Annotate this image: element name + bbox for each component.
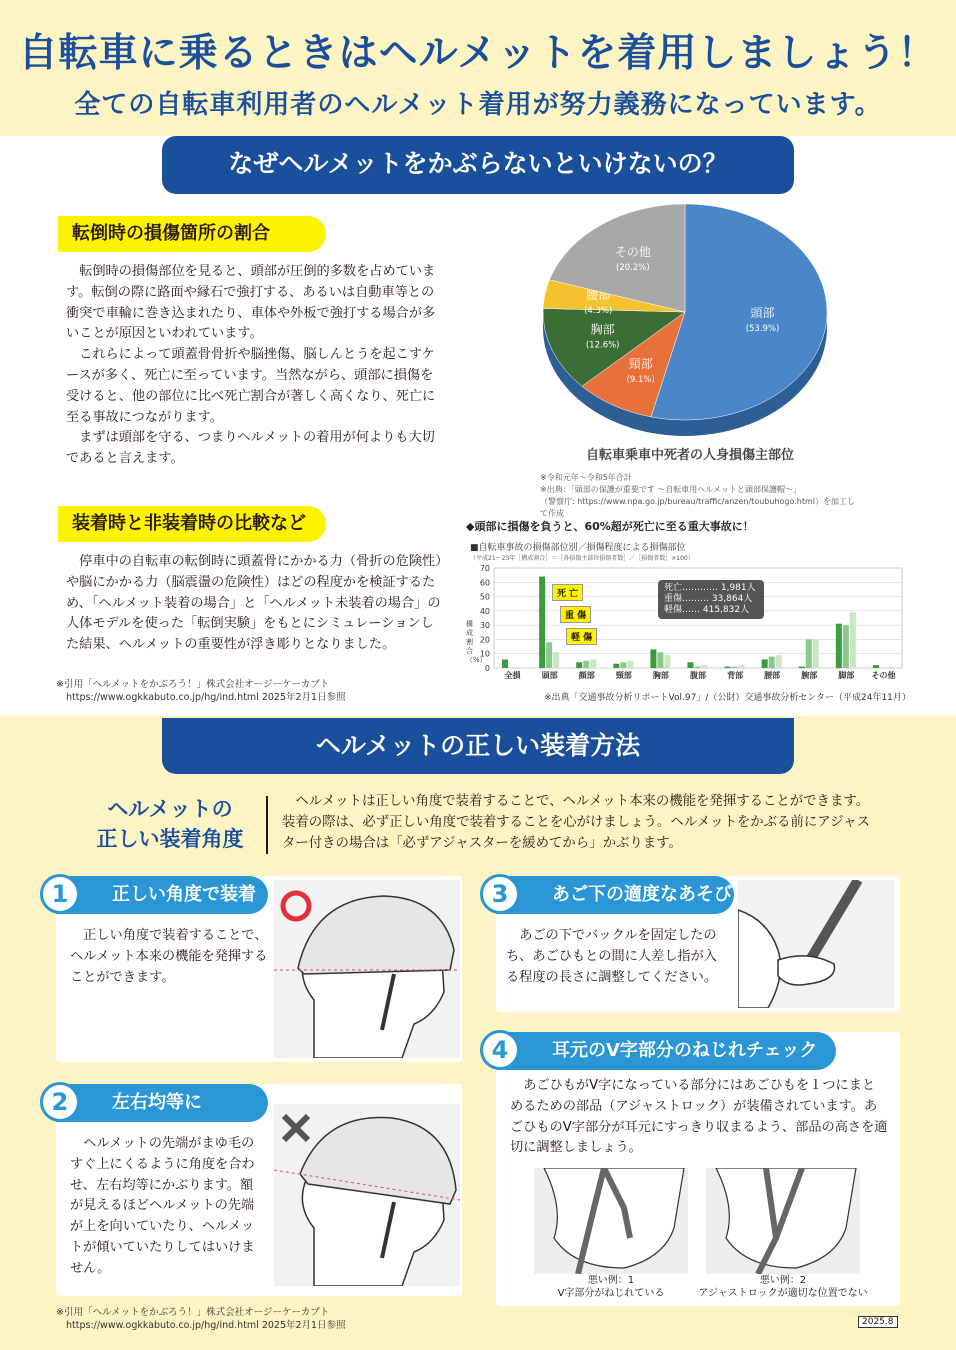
bad-example-2-illustration (706, 1168, 860, 1274)
card-4-header: 耳元のV字部分のねじれチェック (496, 1032, 836, 1070)
bar-category-label: 頭部 (541, 671, 558, 680)
why-banner: なぜヘルメットをかぶらないといけないの？ (162, 136, 794, 194)
bar-3-1 (620, 662, 626, 668)
helmet-correct-illustration (274, 880, 460, 1058)
pie-note-3: （警察庁: https://www.npa.go.jp/bureau/traffic/anzen/toubuhogo.html）を加工して作成 (540, 497, 855, 518)
legend-death: 死亡………… 1,981人 (664, 583, 756, 593)
bar-ytick-label: 70 (479, 564, 490, 573)
bar-category-label: 胸部 (652, 671, 669, 680)
pie-value-4: (20.2%) (616, 263, 650, 274)
bar-8-1 (806, 639, 812, 668)
bad-example-1-desc: V字部分がねじれている (557, 1288, 665, 1299)
compare-text: 停車中の自転車の転倒時に頭蓋骨にかかる力（骨折の危険性）や脳にかかる力（脳震盪の危険性）はどの程度かを検証するため、「ヘルメット装着の場合」と「ヘルメット未装着の場合」の人体モデルを使った「転倒実験」をもとにシミュレーションした結果、ヘルメットの重要性が浮き彫りとなりました。 (66, 554, 442, 653)
tag-serious: 重 傷 (560, 606, 591, 623)
bar-ytick-label: 10 (479, 649, 490, 659)
card-3-header: あご下の適度なあそび (496, 876, 734, 914)
chin-strap-illustration (738, 880, 894, 1008)
bad-example-1-label: 悪い例：1 (587, 1275, 635, 1286)
pie-label-3: 腰部 (586, 287, 611, 302)
angle-title-line-2: 正しい装着角度 (96, 827, 244, 851)
page-title: 自転車に乗るときはヘルメットを着用しましょう！ (18, 31, 938, 76)
bar-9-0 (836, 624, 842, 668)
bar-8-2 (813, 639, 819, 668)
bad-example-2-label: 悪い例：2 (759, 1275, 807, 1286)
bar-10-0 (873, 665, 879, 668)
citation-2 (56, 1306, 346, 1332)
bar-source: ※出典「交通事故分析リポートVol.97」/（公財）交通事故分析センター（平成24年11月） (544, 693, 911, 703)
citation-2-line-1: ※引用「ヘルメットをかぶろう！」株式会社オージーケーカブト (56, 1307, 330, 1318)
bar-4-0 (650, 649, 656, 668)
bar-10-2 (887, 667, 893, 668)
bar-2-1 (583, 661, 589, 668)
bar-4-1 (657, 652, 663, 668)
bar-ytick-label: 50 (479, 592, 490, 602)
bar-3-0 (613, 664, 619, 668)
card-1-header: 正しい角度で装着 (56, 876, 268, 914)
bar-6-2 (739, 665, 745, 668)
card-3-text: あごの下でバックルを固定したのち、あごひもとの間に人差し指が入る程度の長さに調整してください。 (506, 928, 717, 985)
card-1-text: 正しい角度で装着することで、ヘルメット本来の機能を発揮することができます。 (70, 928, 268, 985)
injury-label: 転倒時の損傷箇所の割合 (58, 216, 326, 252)
card-2-header: 左右均等に (56, 1084, 268, 1122)
card-3-number: 3 (480, 874, 520, 914)
bar-ytick-label: 20 (479, 635, 490, 645)
bar-category-label: 腹部 (690, 671, 706, 680)
compare-label: 装着時と非装着時の比較など (58, 506, 326, 542)
bar-category-label: 全損 (504, 671, 521, 680)
angle-title (80, 794, 260, 854)
bar-headline: ◆頭部に損傷を負うと、60%超が死亡に至る重大事故に！ (466, 520, 754, 533)
bar-5-2 (702, 665, 708, 668)
citation-2-line-2: https://www.ogkkabuto.co.jp/hg/ind.html 2025年2月1日参照 (66, 1320, 346, 1331)
pie-label-0: 頭部 (750, 306, 775, 321)
injury-pie-chart (530, 200, 840, 440)
bar-7-1 (769, 657, 775, 668)
legend-minor: 軽傷…… 415,832人 (664, 605, 750, 615)
bar-formula: （平成21～23年［構成割合］＝［各損傷主部位損傷者数］／［損傷者数］×100） (470, 555, 694, 562)
bar-category-label: その他 (871, 671, 896, 680)
bar-6-0 (725, 667, 731, 668)
tag-minor: 軽 傷 (566, 628, 597, 645)
pie-note-1: ※令和元年～令和5年合計 (540, 473, 632, 482)
issue-date: 2025.8 (858, 1316, 898, 1328)
bar-5-1 (695, 667, 701, 668)
bar-7-0 (762, 659, 768, 668)
bar-3-2 (627, 661, 633, 668)
bar-4-2 (664, 655, 670, 668)
pie-value-1: (9.1%) (626, 374, 655, 385)
pie-value-2: (12.6%) (585, 340, 620, 351)
card-4-text: あごひもがV字になっている部分にはあごひもを１つにまとめるための部品（アジャストロック）が装備されています。あごひものV字部分が耳元にすっきり収まるよう、部品の高さを適切に調整しましょう。 (510, 1078, 888, 1156)
injury-paragraph-2: これらによって頭蓋骨骨折や脳挫傷、脳しんとうを起こすケースが多く、死亡に至っています。当然ながら、頭部に損傷を受けると、他の部位に比べ死亡割合が著しく高くなり、死亡に至る事故につながります。 (66, 347, 436, 425)
bar-1-1 (546, 642, 552, 668)
pie-note-2: ※出典：「頭部の保護が重要です ～自転車用ヘルメットと頭部保護帽～」 (540, 485, 802, 494)
citation-1-line-2: https://www.ogkkabuto.co.jp/hg/ind.html 2025年2月1日参照 (66, 692, 346, 703)
bar-ytick-label: 40 (479, 606, 490, 616)
bad-example-1-caption (534, 1274, 688, 1300)
bar-ytick-label: 60 (479, 578, 490, 588)
pie-caption: 自転車乗車中死者の人身損傷主部位 (585, 448, 794, 463)
card-4-number: 4 (480, 1030, 520, 1070)
bar-6-1 (732, 667, 738, 668)
bar-8-0 (799, 667, 805, 668)
legend-serious: 重傷……… 33,864人 (664, 594, 753, 604)
bar-category-label: 頸部 (615, 671, 632, 680)
bar-ytick-label: 30 (479, 621, 490, 631)
bar-9-2 (850, 612, 856, 668)
bar-7-2 (776, 655, 782, 668)
angle-title-line-1: ヘルメットの (107, 797, 233, 821)
pie-notes (540, 472, 860, 520)
bad-example-2-desc: アジャストロックが適切な位置でない (698, 1288, 868, 1299)
card-2-number: 2 (40, 1082, 80, 1122)
pie-label-4: その他 (614, 245, 651, 260)
card-1-number: 1 (40, 874, 80, 914)
pie-label-2: 胸部 (590, 322, 615, 337)
pie-value-0: (53.9%) (745, 324, 780, 335)
bar-subhead: ■自転車事故の損傷部位別／損傷程度による損傷部位 (470, 543, 686, 553)
injury-paragraph-3: まずは頭部を守る、つまりヘルメットの着用が何よりも大切であると言えます。 (66, 430, 435, 467)
bar-ylabel: 構成割合（%） (466, 620, 487, 664)
bar-category-label: 腕部 (801, 671, 818, 680)
injury-paragraph-1: 転倒時の損傷部位を見ると、頭部が圧倒的多数を占めています。転倒の際に路面や縁石で強打する、あるいは自動車等との衝突で車輪に巻き込まれたり、車体や外板で強打する場合が多いことが原因といわれています。 (66, 264, 436, 342)
bar-1-2 (553, 652, 559, 668)
bar-2-2 (590, 659, 596, 668)
bar-1-0 (539, 577, 545, 668)
tag-death: 死 亡 (552, 584, 583, 601)
bar-category-label: 背部 (727, 671, 744, 680)
pie-value-3: (4.3%) (584, 305, 613, 316)
citation-1 (56, 678, 346, 704)
bar-category-label: 腰部 (764, 671, 781, 680)
citation-1-line-1: ※引用「ヘルメットをかぶろう！」株式会社オージーケーカブト (56, 679, 330, 690)
bar-5-0 (688, 662, 694, 668)
how-banner: ヘルメットの正しい装着方法 (162, 718, 794, 774)
card-2-text: ヘルメットの先端がまゆ毛のすぐ上にくるように角度を合わせ、左右均等にかぶります。額が見えるほどヘルメットの先端が上を向いていたり、ヘルメットが傾いていたりしてはいけません。 (70, 1136, 255, 1276)
injury-text (66, 262, 446, 470)
helmet-wrong-illustration (274, 1104, 460, 1286)
angle-text: ヘルメットは正しい角度で装着することで、ヘルメット本来の機能を発揮することができます。装着の際は、必ず正しい角度で装着することを心がけましょう。ヘルメットをかぶる前にアジャスター付きの場合は「必ずアジャスターを緩めてから」かぶります。 (282, 794, 870, 851)
bar-category-label: 顔部 (578, 671, 595, 680)
bad-example-2-caption (696, 1274, 870, 1300)
bar-legend-box (658, 580, 764, 619)
bar-category-label: 脚部 (838, 671, 855, 680)
pie-label-1: 頸部 (628, 356, 653, 371)
page-subtitle: 全ての自転車利用者のヘルメット着用が努力義務になっています。 (74, 90, 882, 120)
bar-0-0 (502, 659, 508, 668)
bad-example-1-illustration (534, 1168, 688, 1274)
bar-2-0 (576, 662, 582, 668)
angle-divider (266, 796, 268, 854)
bar-ytick-label: 0 (484, 664, 490, 673)
bar-9-1 (843, 625, 849, 668)
